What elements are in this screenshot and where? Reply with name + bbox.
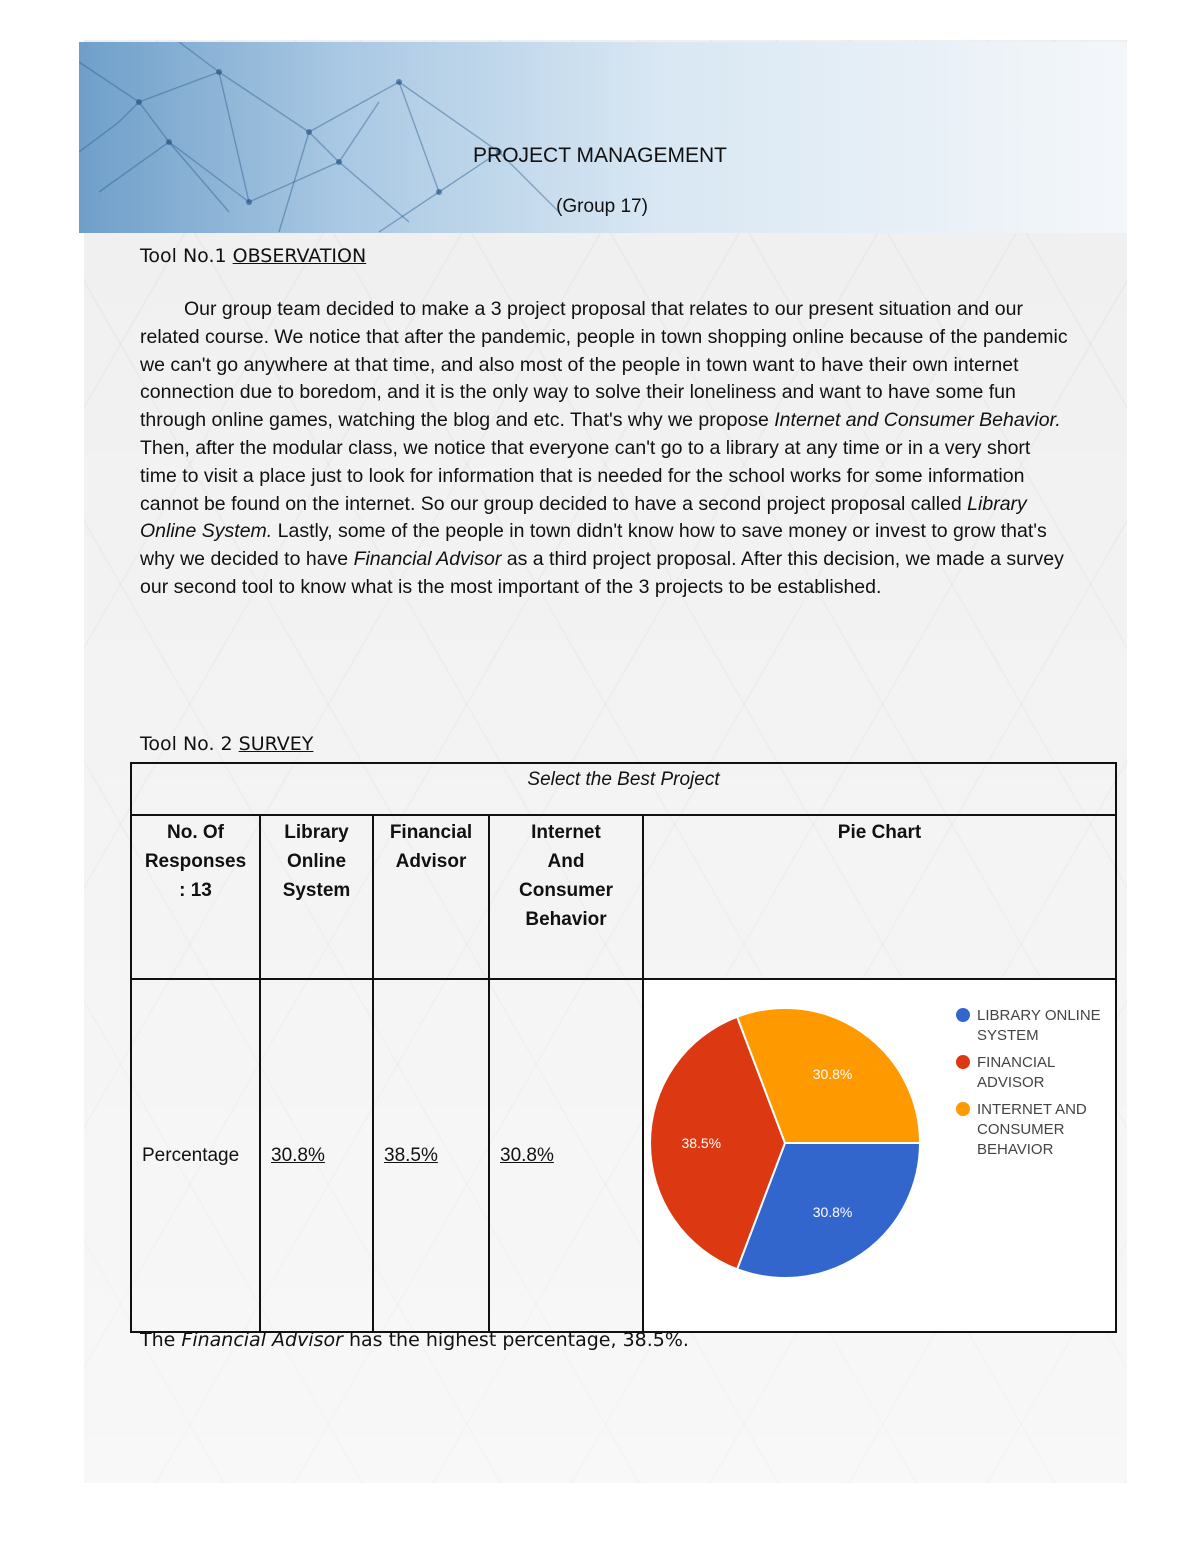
legend-label-2: BEHAVIOR [977, 1141, 1054, 1158]
legend-marker-0 [956, 1008, 970, 1022]
paragraph-text: Our group team decided to make a 3 project proposal that relates to our present situation and our related course. We notice that after the pandemic, people in town shopping online because of the pandemic we can't go anywhere at that time, and also most of the people in town want to have their own internet connection due to boredom, and it is the only way to solve their loneliness and want to have some fun through online games, watching the blog and etc. That's why we propose [140, 298, 1068, 432]
pie-slice-label-0: 30.8% [812, 1203, 853, 1220]
header-responses: No. Of Responses : 13 [131, 815, 260, 979]
tool2-name: SURVEY [238, 733, 314, 755]
observation-paragraph [140, 296, 1070, 602]
table-caption: Select the Best Project [131, 763, 1116, 815]
header-pie-chart: Pie Chart [643, 815, 1116, 979]
paragraph-emphasis: Internet and Consumer Behavior. [774, 409, 1061, 432]
legend-label-1: ADVISOR [977, 1074, 1045, 1091]
pie-chart-cell [643, 979, 1116, 1332]
header-library: Library Online System [260, 815, 373, 979]
header-internet: Internet And Consumer Behavior [489, 815, 643, 979]
paragraph-text: Then, after the modular class, we notice that everyone can't go to a library at any time or in a very short time to visit a place just to look for information that is needed for the school works for some information cannot be found on the internet. So our group decided to have a second project proposal called [140, 436, 1031, 515]
row-label: Percentage [131, 979, 260, 1332]
header-financial: Financial Advisor [373, 815, 489, 979]
legend-marker-1 [956, 1055, 970, 1069]
page-title: PROJECT MANAGEMENT [473, 144, 727, 167]
paragraph-emphasis: Library Online System. [140, 492, 1027, 543]
legend-label-2: INTERNET AND [977, 1101, 1087, 1118]
financial-percentage: 38.5% [373, 979, 489, 1332]
pie-slice-label-2: 30.8% [812, 1066, 853, 1083]
paragraph-emphasis: Financial Advisor [353, 548, 502, 571]
legend-label-2: CONSUMER [977, 1121, 1065, 1138]
paragraph-text: as a third project proposal. After this decision, we made a survey our second tool to know what is the most important of the 3 projects to be established. [140, 548, 1064, 598]
legend-label-0: LIBRARY ONLINE [977, 1007, 1101, 1024]
legend-label-0: SYSTEM [977, 1027, 1039, 1044]
legend-marker-2 [956, 1102, 970, 1116]
conclusion: The Financial Advisor has the highest percentage, 38.5%. [140, 1329, 689, 1351]
tool1-name: OBSERVATION [232, 245, 367, 267]
survey-table [130, 762, 1117, 1333]
legend-label-1: FINANCIAL [977, 1054, 1056, 1071]
tool1-heading: Tool No.1 OBSERVATION [140, 245, 367, 267]
pie-chart [644, 980, 1115, 1325]
tool2-heading: Tool No. 2 SURVEY [140, 733, 314, 755]
group-label: (Group 17) [556, 196, 648, 217]
library-percentage: 30.8% [260, 979, 373, 1332]
paragraph-text: Lastly, some of the people in town didn't know how to save money or invest to grow that's why we decided to have [140, 520, 1047, 571]
pie-slice-label-1: 38.5% [681, 1135, 722, 1151]
internet-percentage: 30.8% [489, 979, 643, 1332]
